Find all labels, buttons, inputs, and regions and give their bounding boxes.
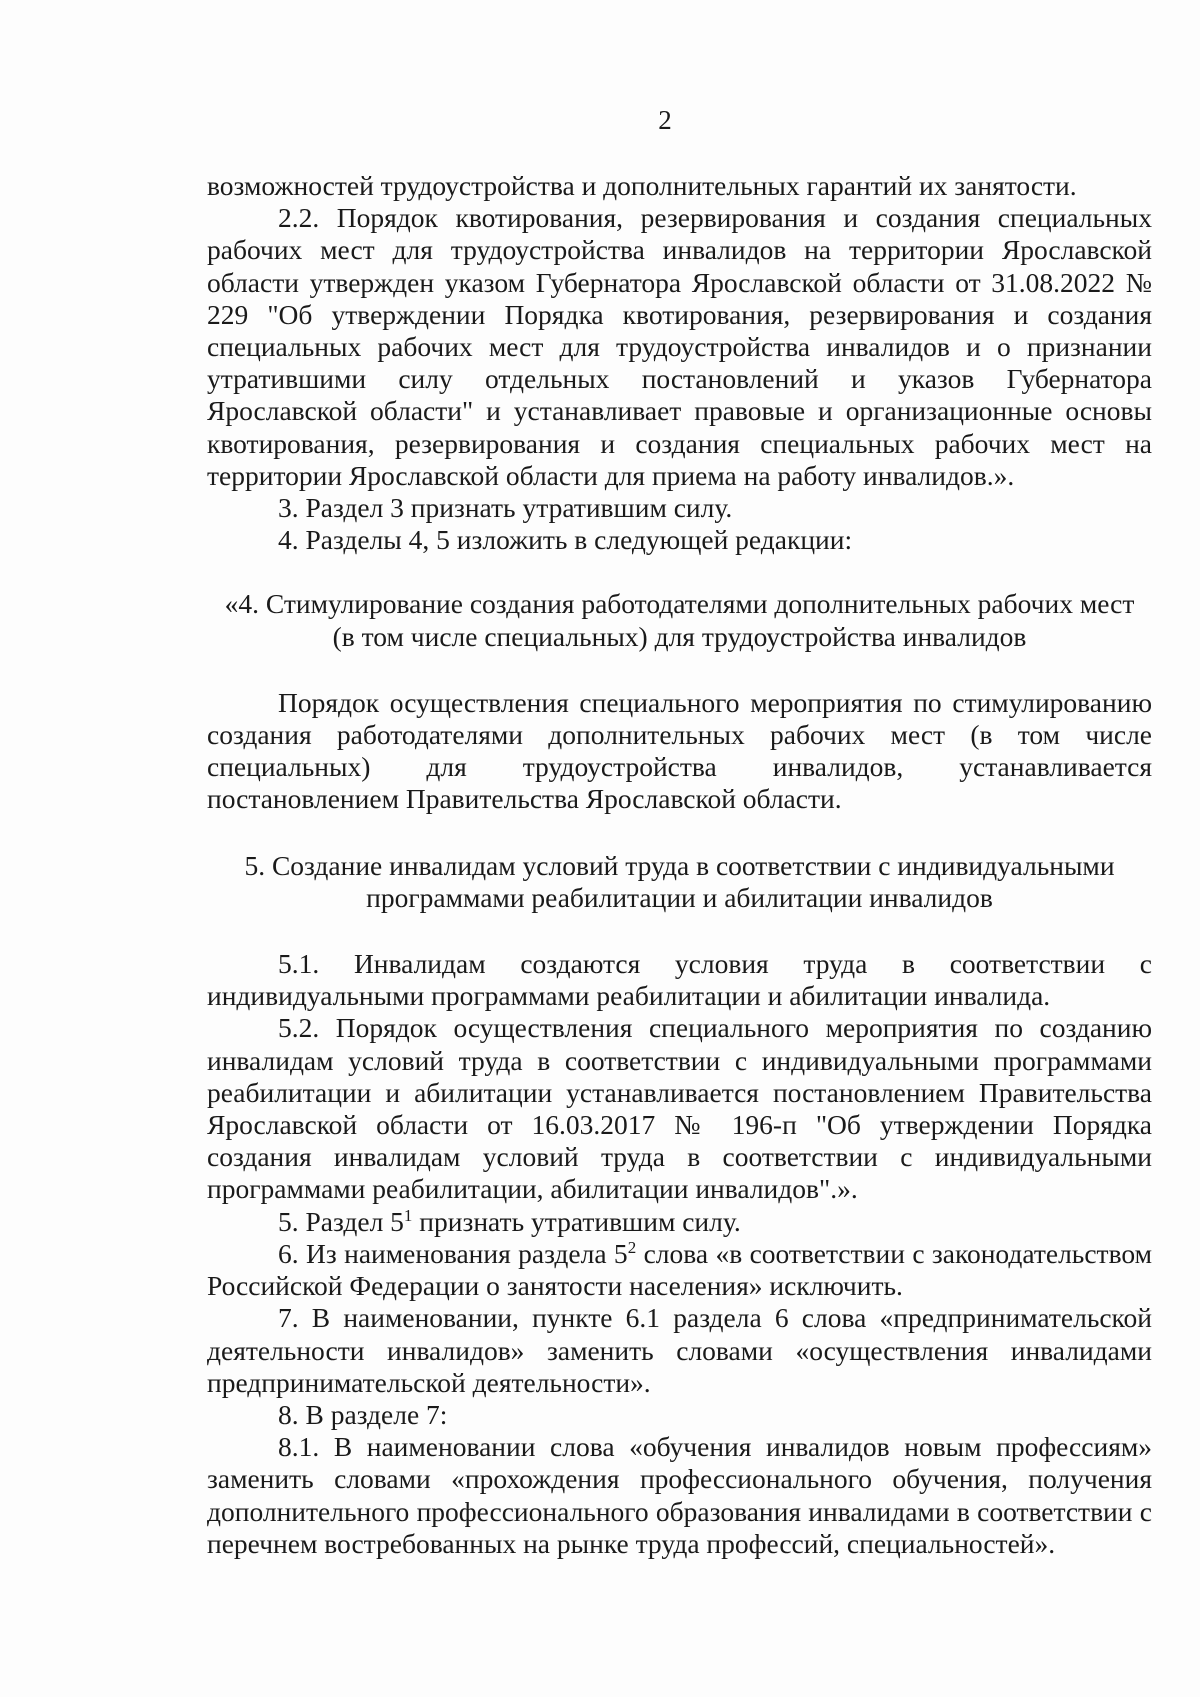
spacer: [207, 556, 1152, 588]
section-4-heading-line-1: «4. Стимулирование создания работодателями дополнительных рабочих мест: [224, 588, 1135, 620]
paragraph-5-2: 5.2. Порядок осуществления специального мероприятия по созданию инвалидам условий труда в соответствии с индивидуальными программами реабилитации и абилитации устанавливается постановлением Правительства Ярославской области от 16.03.2017 № 196-п "Об утверждении Порядка создания инвалидам условий труда в соответствии с индивидуальными программами реабилитации, абилитации инвалидов".».: [207, 1012, 1152, 1205]
spacer: [207, 914, 1152, 948]
paragraph-8: 8. В разделе 7:: [278, 1398, 448, 1430]
paragraph-5-repeal-text: 5. Раздел 5: [278, 1205, 404, 1237]
section-4-paragraph: Порядок осуществления специального мероприятия по стимулированию создания работодателями дополнительных рабочих мест (в том числе специальных) для трудоустройства инвалидов, устанавливается постановлением Правительства Ярославской области.: [207, 686, 1152, 815]
section-5-heading-line-1: 5. Создание инвалидам условий труда в соответствии с индивидуальными: [244, 849, 1115, 881]
paragraph-3: 3. Раздел 3 признать утратившим силу.: [278, 492, 733, 524]
paragraph-5-repeal-text-end: признать утратившим силу.: [412, 1205, 741, 1237]
paragraph-continuation: возможностей трудоустройства и дополнительных гарантий их занятости.: [207, 170, 1077, 201]
section-4-heading-line-2: (в том числе специальных) для трудоустройства инвалидов: [332, 620, 1027, 652]
paragraph-6: [207, 1238, 1152, 1302]
paragraph-2-2: 2.2. Порядок квотирования, резервирования и создания специальных рабочих мест для трудоустройства инвалидов на территории Ярославской области утвержден указом Губернатора Ярославской области от 31.08.2022 № 229 "Об утверждении Порядка квотирования, резервирования и создания специальных рабочих мест для трудоустройства инвалидов и о признании утратившими силу отдельных постановлений и указов Губернатора Ярославской области" и устанавливает правовые и организационные основы квотирования, резервирования и создания специальных рабочих мест на территории Ярославской области для приема на работу инвалидов.».: [207, 202, 1152, 491]
page-number: 2: [658, 105, 672, 135]
paragraph-7: 7. В наименовании, пункте 6.1 раздела 6 слова «предпринимательской деятельности инвалидов» заменить словами «осуществления инвалидами предпринимательской деятельности».: [207, 1302, 1152, 1398]
paragraph-5-repeal: [207, 1206, 1152, 1238]
paragraph-5-1: 5.1. Инвалидам создаются условия труда в соответствии с индивидуальными программами реабилитации и абилитации инвалида.: [207, 948, 1152, 1012]
superscript-2: 2: [627, 1237, 637, 1257]
section-5-heading-line-2: программами реабилитации и абилитации инвалидов: [366, 881, 993, 913]
paragraph-6-text: 6. Из наименования раздела 5: [278, 1237, 628, 1269]
paragraph-8-1: 8.1. В наименовании слова «обучения инвалидов новым профессиям» заменить словами «прохождения профессионального обучения, получения дополнительного профессионального образования инвалидами в соответствии с перечнем востребованных на рынке труда профессий, специальностей».: [207, 1431, 1152, 1559]
spacer: [207, 653, 1152, 687]
paragraph-4: 4. Разделы 4, 5 изложить в следующей редакции:: [278, 524, 853, 556]
spacer: [207, 816, 1152, 850]
superscript-1: 1: [403, 1205, 413, 1225]
document-body: [207, 170, 1152, 1560]
paragraph-6-text-end: слова «в соответствии с законодательством Российской Федерации о занятости населения» исключить.: [207, 1237, 1152, 1302]
